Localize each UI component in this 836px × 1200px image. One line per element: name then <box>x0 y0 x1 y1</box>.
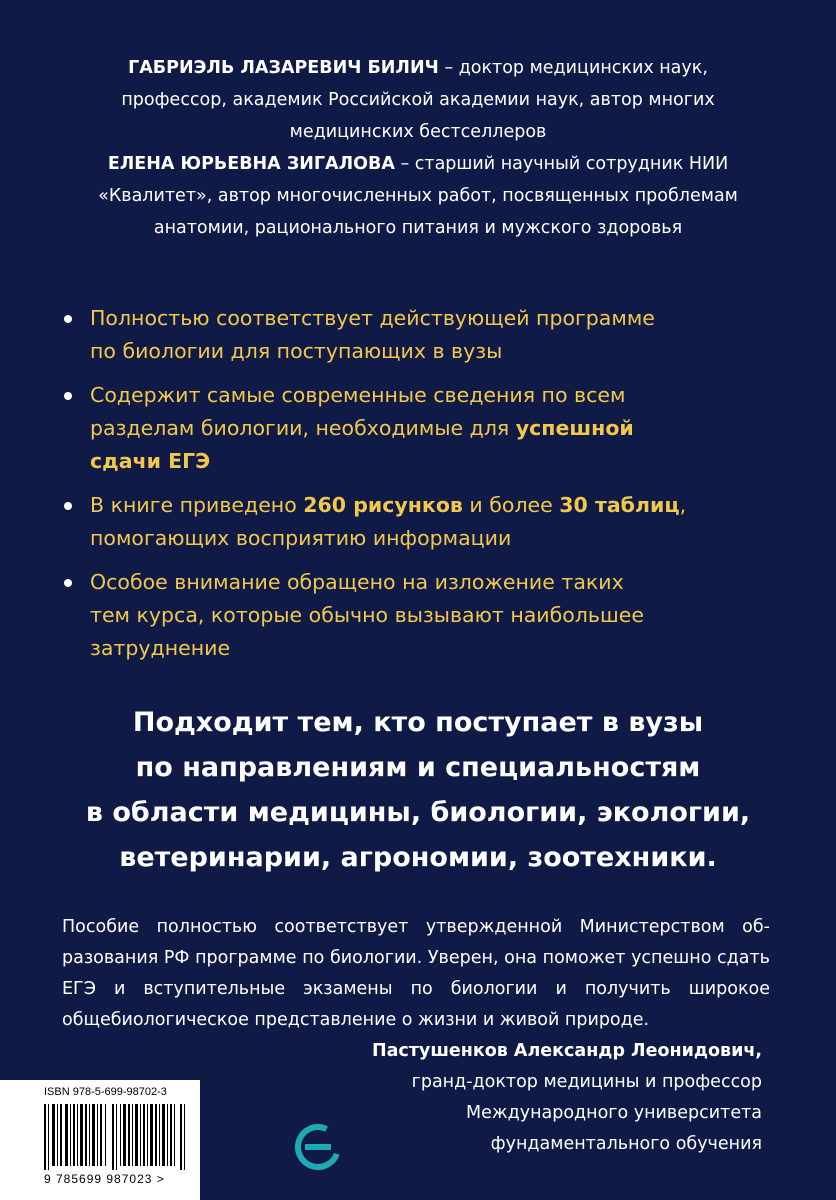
list-item: Особое внимание обращено на изложение таких тем курса, которые обычно вызывают наибольшее затруднение <box>60 566 780 665</box>
list-item: В книге приведено 260 рисунков и более 30 таблиц, помогающих восприятию информации <box>60 489 780 555</box>
reviewer-name: Пастушенков Александр Леонидович, <box>371 1041 762 1061</box>
author-name: ЕЛЕНА ЮРЬЕВНА ЗИГАЛОВА <box>107 154 395 174</box>
barcode-icon <box>44 1104 192 1170</box>
author-2-line: анатомии, рационального питания и мужского здоровья <box>153 218 683 238</box>
target-audience: Подходит тем, кто поступает в вузы по направлениям и специальностям в области медицины, биологии, экологии, ветеринарии, агрономии, зоотехники. <box>85 707 751 873</box>
author-name: ГАБРИЭЛЬ ЛАЗАРЕВИЧ БИЛИЧ <box>128 58 439 78</box>
list-item: Содержит самые современные сведения по всем разделам биологии, необходимые для успешной сдачи ЕГЭ <box>60 379 780 478</box>
isbn-number: ISBN 978-5-699-98702-3 <box>44 1086 167 1098</box>
author-1-line: медицинских бестселлеров <box>289 122 547 142</box>
review-text: Пособие полностью соответствует утвержденной Министерством образования РФ программе по биологии. Уверен, она поможет успешно сдать ЕГЭ и вступительные экзамены по биологии и получить широкое общебиологическое представление о жизни и живой природе. <box>62 917 770 1030</box>
eksmo-e-logo-icon <box>293 1122 343 1172</box>
author-2: ЕЛЕНА ЮРЬЕВНА ЗИГАЛОВА – старший научный сотрудник НИИ <box>107 154 729 174</box>
authors-block <box>56 52 780 244</box>
feature-list <box>60 302 780 676</box>
author-2-line: «Квалитет», автор многочисленных работ, посвященных проблемам <box>98 186 738 206</box>
list-item: Полностью соответствует действующей программе по биологии для поступающих в вузы <box>60 302 780 368</box>
author-1-line: профессор, академик Российской академии наук, автор многих <box>121 90 715 110</box>
author-1: ГАБРИЭЛЬ ЛАЗАРЕВИЧ БИЛИЧ – доктор медицинских наук, <box>128 58 708 78</box>
barcode-digits: 9 785699 987023 > <box>44 1172 165 1186</box>
reviewer-signature: Пастушенков Александр Леонидович, гранд-доктор медицины и профессор Международного университета фундаментального обучения <box>302 1036 762 1160</box>
